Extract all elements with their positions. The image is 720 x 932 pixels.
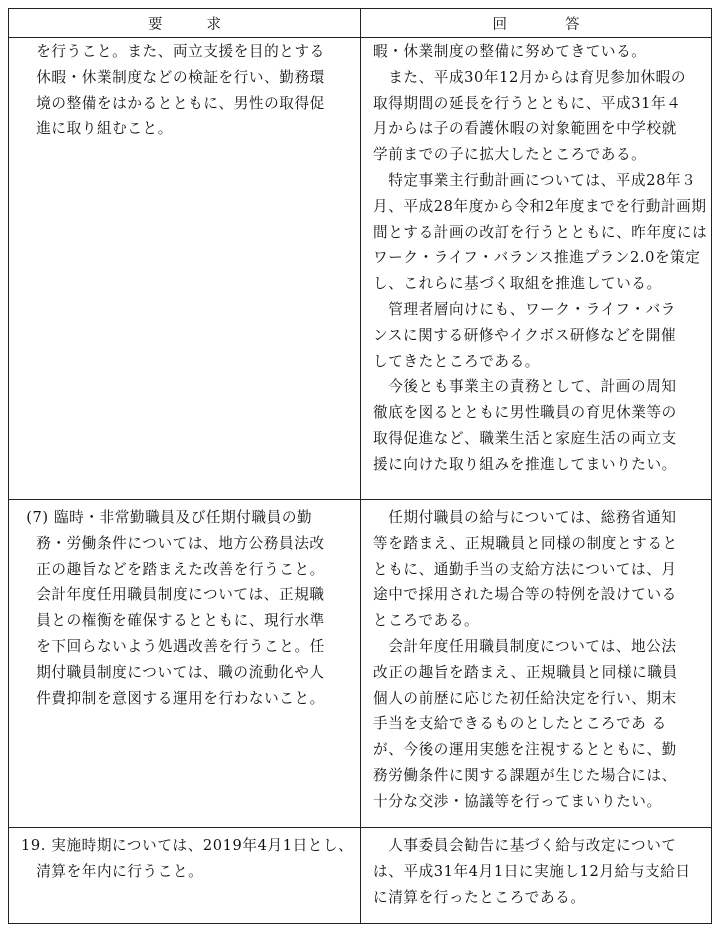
row1-response-line: 取得促進など、職業生活と家庭生活の両立支 (373, 429, 677, 447)
row1-response-line: 月、平成28年度から令和2年度までを行動計画期 (373, 197, 707, 215)
row1-response-line: 徹底を図るとともに男性職員の育児休業等の (373, 404, 677, 422)
row2-response-line: 会計年度任用職員制度については、地公法 (373, 637, 677, 655)
row1-request-line: 進に取り組むこと。 (21, 120, 173, 138)
row1-response-cell (373, 39, 709, 478)
row1-divider (9, 499, 711, 500)
row3-response-line: に清算を行ったところである。 (373, 888, 586, 906)
row1-request-line: 休暇・休業制度などの検証を行い、勤務環 (21, 68, 325, 86)
row2-request-line: 正の趣旨などを踏まえた改善を行うこと。 (21, 560, 325, 578)
row2-request-line: 期付職員制度については、職の流動化や人 (21, 663, 325, 681)
row1-response-line: 特定事業主行動計画については、平成28年３ (373, 171, 697, 189)
row2-response-line: 個人の前歴に応じた初任給決定を行い、期末 (373, 689, 677, 707)
row1-response-line: 今後とも事業主の責務として、計画の周知 (373, 378, 677, 396)
row3-request-line: 19. 実施時期については、2019年4月1日とし、 (21, 837, 354, 854)
row2-request-line: 務・労働条件については、地方公務員法改 (21, 534, 325, 552)
row2-request-line: 件費抑制を意図する運用を行わないこと。 (21, 689, 325, 707)
row1-response-line: 暇・休業制度の整備に努めてきている。 (373, 43, 647, 60)
header-response-char-1: 回 (492, 16, 507, 33)
row2-response-line: 途中で採用された場合等の特例を設けている (373, 586, 677, 604)
row2-request-line: 会計年度任用職員制度については、正規職 (21, 586, 325, 604)
row1-response-line: してきたところである。 (373, 352, 540, 370)
row3-response-line: は、平成31年4月1日に実施し12月給与支給日 (373, 862, 691, 880)
row1-response-line: し、これらに基づく取組を推進している。 (373, 275, 662, 293)
header-divider (9, 37, 711, 38)
header-response-char-2: 答 (565, 16, 580, 33)
header-response (361, 9, 711, 37)
row2-request-line: (7) 臨時・非常勤職員及び任期付職員の勤 (21, 509, 313, 526)
row3-request-line: 清算を年内に行うこと。 (21, 862, 204, 880)
row2-response-line: ところである。 (373, 612, 480, 630)
row1-response-line: 学前までの子に拡大したところである。 (373, 146, 647, 164)
row2-response-line: 改正の趣旨を踏まえ、正規職員と同様に職員 (373, 663, 678, 681)
row2-response-line: 十分な交渉・協議等を行ってまいりたい。 (373, 792, 662, 810)
row3-response-cell (373, 833, 709, 910)
row2-request-cell (21, 505, 357, 711)
row1-response-line: また、平成30年12月からは育児参加休暇の (373, 68, 687, 86)
header-request-char-2: 求 (206, 16, 221, 33)
row1-request-line: 境の整備をはかるとともに、男性の取得促 (21, 94, 325, 112)
header-request-char-1: 要 (148, 16, 163, 33)
row2-response-cell (373, 505, 709, 815)
request-response-table (8, 8, 712, 924)
row1-response-line: 援に向けた取り組みを推進してまいりたい。 (373, 455, 677, 473)
row1-response-line: 取得期間の延長を行うとともに、平成31年４ (373, 94, 682, 112)
row1-response-line: 月からは子の看護休暇の対象範囲を中学校就 (373, 120, 677, 138)
row1-request-cell (21, 39, 357, 142)
row2-response-line: が、今後の運用実態を注視するとともに、勤 (373, 741, 677, 759)
row2-response-line: 任期付職員の給与については、総務省通知 (373, 509, 677, 526)
row2-response-line: 等を踏まえ、正規職員と同様の制度とすると (373, 534, 678, 552)
row3-response-line: 人事委員会勧告に基づく給与改定について (373, 837, 677, 854)
row2-request-line: 員との権衡を確保するとともに、現行水準 (21, 612, 325, 630)
row3-request-cell (21, 833, 357, 885)
row1-response-line: 間とする計画の改訂を行うとともに、昨年度には (373, 223, 708, 241)
row2-divider (9, 827, 711, 828)
row2-response-line: 務労働条件に関する課題が生じた場合には、 (373, 766, 677, 784)
row1-response-line: ワーク・ライフ・バランス推進プラン2.0を策定 (373, 249, 701, 267)
column-divider (360, 9, 361, 923)
row1-response-line: ンスに関する研修やイクボス研修などを開催 (373, 326, 677, 344)
row2-response-line: ともに、通勤手当の支給方法については、月 (373, 560, 677, 578)
row2-request-line: を下回らないよう処遇改善を行うこと。任 (21, 637, 325, 655)
header-request (9, 9, 360, 37)
row1-response-line: 管理者層向けにも、ワーク・ライフ・バラ (373, 300, 677, 318)
row1-request-line: を行うこと。また、両立支援を目的とする (21, 43, 325, 60)
row2-response-line: 手当を支給できるものとしたところであ る (373, 715, 667, 733)
